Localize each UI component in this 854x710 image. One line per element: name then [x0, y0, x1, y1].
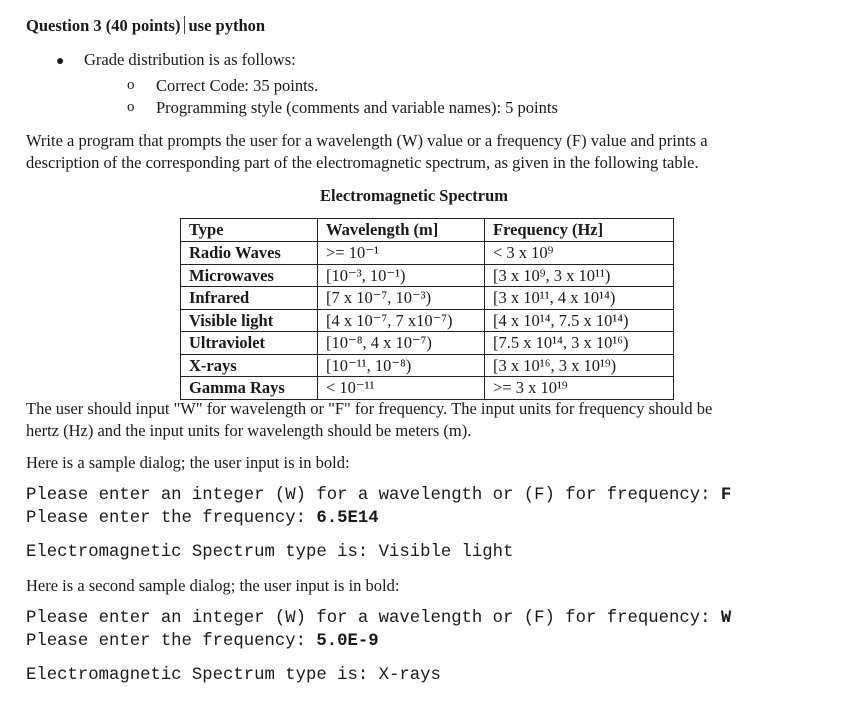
header-type: Type [181, 219, 318, 242]
frequency-cell: [4 x 10¹⁴, 7.5 x 10¹⁴) [485, 309, 674, 332]
frequency-cell: >= 3 x 10¹⁹ [485, 377, 674, 400]
grading-intro: Grade distribution is as follows: [84, 50, 296, 69]
prompt-line-1: Write a program that prompts the user for a wavelength (W) value or a frequency (F) value and prints a [26, 131, 708, 150]
type-cell: Ultraviolet [181, 332, 318, 355]
frequency-cell: [7.5 x 10¹⁴, 3 x 10¹⁶) [485, 332, 674, 355]
sample2-prompt1-line [26, 609, 731, 628]
question-note: use python [188, 16, 266, 35]
grading-item-style: Programming style (comments and variable names): 5 points [156, 98, 558, 117]
wavelength-cell: [10⁻³, 10⁻¹) [318, 264, 485, 287]
table-row [181, 332, 674, 355]
sample2-prompt2-line [26, 632, 379, 651]
sample2-prompt2: Please enter the frequency: [26, 632, 317, 651]
sample2-input2: 5.0E-9 [316, 632, 379, 651]
prompt-line-2: description of the corresponding part of the electromagnetic spectrum, as given in the following table. [26, 153, 699, 172]
frequency-cell: [3 x 10¹⁶, 3 x 10¹⁹) [485, 354, 674, 377]
sample1-output: Electromagnetic Spectrum type is: Visible light [26, 543, 514, 562]
sample2-input1: W [720, 609, 732, 628]
table-row [181, 309, 674, 332]
sample2-intro: Here is a second sample dialog; the user input is in bold: [26, 576, 400, 595]
table-row [181, 287, 674, 310]
header-wavelength: Wavelength (m] [318, 219, 485, 242]
frequency-cell: [3 x 10⁹, 3 x 10¹¹) [485, 264, 674, 287]
type-cell: Microwaves [181, 264, 318, 287]
grading-item-correct-code: Correct Code: 35 points. [156, 76, 319, 95]
sample1-input2: 6.5E14 [316, 509, 379, 528]
frequency-cell: [3 x 10¹¹, 4 x 10¹⁴) [485, 287, 674, 310]
text-cursor [184, 16, 185, 34]
sample2-prompt1: Please enter an integer (W) for a wavelength or (F) for frequency: [26, 609, 721, 628]
table-row [181, 264, 674, 287]
type-cell: Visible light [181, 309, 318, 332]
grading-bullet-icon: ● [56, 54, 65, 69]
table-title: Electromagnetic Spectrum [320, 186, 509, 205]
frequency-cell: < 3 x 10⁹ [485, 242, 674, 265]
table-row [181, 242, 674, 265]
input-note-line-2: hertz (Hz) and the input units for wavelength should be meters (m). [26, 421, 472, 440]
wavelength-cell: [7 x 10⁻⁷, 10⁻³) [318, 287, 485, 310]
table-row [181, 377, 674, 400]
table-row [181, 354, 674, 377]
input-note-line-1: The user should input "W" for wavelength or "F" for frequency. The input units for frequency should be [26, 399, 713, 418]
question-header [26, 16, 265, 36]
wavelength-cell: [10⁻⁸, 4 x 10⁻⁷) [318, 332, 485, 355]
type-cell: Infrared [181, 287, 318, 310]
header-frequency: Frequency (Hz] [485, 219, 674, 242]
table-header-row [181, 219, 674, 242]
sample1-prompt1: Please enter an integer (W) for a wavelength or (F) for frequency: [26, 486, 721, 505]
sample1-prompt1-line [26, 486, 731, 505]
sample1-prompt2: Please enter the frequency: [26, 509, 317, 528]
type-cell: Radio Waves [181, 242, 318, 265]
wavelength-cell: [4 x 10⁻⁷, 7 x10⁻⁷) [318, 309, 485, 332]
circle-bullet-icon: o [127, 77, 135, 93]
sample2-output: Electromagnetic Spectrum type is: X-rays [26, 666, 441, 685]
type-cell: Gamma Rays [181, 377, 318, 400]
circle-bullet-icon: o [127, 99, 135, 115]
wavelength-cell: [10⁻¹¹, 10⁻⁸) [318, 354, 485, 377]
sample1-prompt2-line [26, 509, 379, 528]
type-cell: X-rays [181, 354, 318, 377]
spectrum-table [180, 218, 674, 400]
sample1-input1: F [720, 486, 732, 505]
wavelength-cell: >= 10⁻¹ [318, 242, 485, 265]
question-title: Question 3 (40 points) [26, 16, 181, 35]
sample1-intro: Here is a sample dialog; the user input is in bold: [26, 453, 350, 472]
wavelength-cell: < 10⁻¹¹ [318, 377, 485, 400]
